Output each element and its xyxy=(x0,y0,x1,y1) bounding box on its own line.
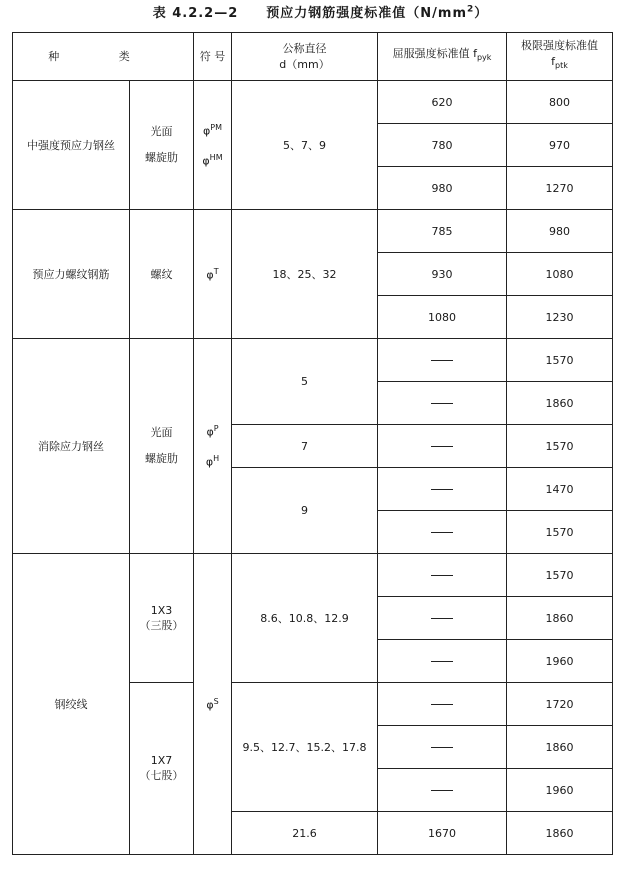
yield-dash xyxy=(378,511,507,554)
table-row xyxy=(13,81,613,124)
header-diameter: 公称直径 d（mm） xyxy=(232,33,378,81)
surface-cell: 光面 螺旋肋 xyxy=(130,81,194,210)
yield-dash xyxy=(378,425,507,468)
ultimate-value: 1080 xyxy=(507,253,613,296)
ultimate-value: 1860 xyxy=(507,382,613,425)
table-row xyxy=(13,210,613,253)
ultimate-value: 1960 xyxy=(507,769,613,812)
header-yield: 屈服强度标准值 $f_{pyk}$ xyxy=(378,33,507,81)
ultimate-value: 970 xyxy=(507,124,613,167)
ultimate-value: 1570 xyxy=(507,554,613,597)
table-row xyxy=(13,339,613,382)
ultimate-value: 1720 xyxy=(507,683,613,726)
surface-cell: 光面 螺旋肋 xyxy=(130,339,194,554)
ultimate-value: 1570 xyxy=(507,425,613,468)
ultimate-value: 1860 xyxy=(507,726,613,769)
ultimate-value: 1860 xyxy=(507,812,613,855)
table-row xyxy=(13,554,613,597)
symbol-cell: $\varphi^{PM}$ $\varphi^{HM}$ xyxy=(194,81,232,210)
ultimate-value: 1270 xyxy=(507,167,613,210)
yield-dash xyxy=(378,468,507,511)
diameter-cell: 8.6、10.8、12.9 xyxy=(232,554,378,683)
header-symbol: 符 号 xyxy=(194,33,232,81)
ultimate-value: 1570 xyxy=(507,511,613,554)
yield-value: 930 xyxy=(378,253,507,296)
strength-table xyxy=(12,32,613,855)
yield-dash xyxy=(378,726,507,769)
caption-close: ） xyxy=(474,6,489,21)
kind-cell: 预应力螺纹钢筋 xyxy=(13,210,130,339)
table-number: 表 4.2.2—2 xyxy=(152,6,239,21)
table-caption: 预应力钢筋强度标准值（N/mm xyxy=(266,6,468,21)
diameter-cell: 21.6 xyxy=(232,812,378,855)
yield-dash xyxy=(378,339,507,382)
yield-dash xyxy=(378,640,507,683)
yield-value: 1080 xyxy=(378,296,507,339)
ultimate-value: 1570 xyxy=(507,339,613,382)
ultimate-value: 1470 xyxy=(507,468,613,511)
strand-type-cell: 1X7 （七股） xyxy=(130,683,194,855)
diameter-cell: 5 xyxy=(232,339,378,425)
yield-value: 980 xyxy=(378,167,507,210)
kind-cell: 钢绞线 xyxy=(13,554,130,855)
diameter-cell: 7 xyxy=(232,425,378,468)
yield-dash xyxy=(378,554,507,597)
ultimate-value: 1860 xyxy=(507,597,613,640)
header-row xyxy=(13,33,613,81)
yield-value: 620 xyxy=(378,81,507,124)
symbol-cell: $\varphi^P$ $\varphi^H$ xyxy=(194,339,232,554)
kind-cell: 中强度预应力钢丝 xyxy=(13,81,130,210)
unit-superscript: 2 xyxy=(467,4,475,15)
strand-type-cell: 1X3 （三股） xyxy=(130,554,194,683)
header-kind: 种 类 xyxy=(13,33,194,81)
symbol-cell: $\varphi^S$ xyxy=(194,554,232,855)
diameter-cell: 18、25、32 xyxy=(232,210,378,339)
ultimate-value: 1960 xyxy=(507,640,613,683)
yield-dash xyxy=(378,683,507,726)
diameter-cell: 9.5、12.7、15.2、17.8 xyxy=(232,683,378,812)
surface-cell: 螺纹 xyxy=(130,210,194,339)
symbol-cell: $\varphi^T$ xyxy=(194,210,232,339)
yield-value: 785 xyxy=(378,210,507,253)
table-title xyxy=(0,2,641,21)
ultimate-value: 800 xyxy=(507,81,613,124)
yield-value: 1670 xyxy=(378,812,507,855)
yield-dash xyxy=(378,382,507,425)
header-ultimate: 极限强度标准值 $f_{ptk}$ xyxy=(507,33,613,81)
diameter-cell: 5、7、9 xyxy=(232,81,378,210)
yield-value: 780 xyxy=(378,124,507,167)
ultimate-value: 1230 xyxy=(507,296,613,339)
yield-dash xyxy=(378,769,507,812)
diameter-cell: 9 xyxy=(232,468,378,554)
kind-cell: 消除应力钢丝 xyxy=(13,339,130,554)
ultimate-value: 980 xyxy=(507,210,613,253)
yield-dash xyxy=(378,597,507,640)
